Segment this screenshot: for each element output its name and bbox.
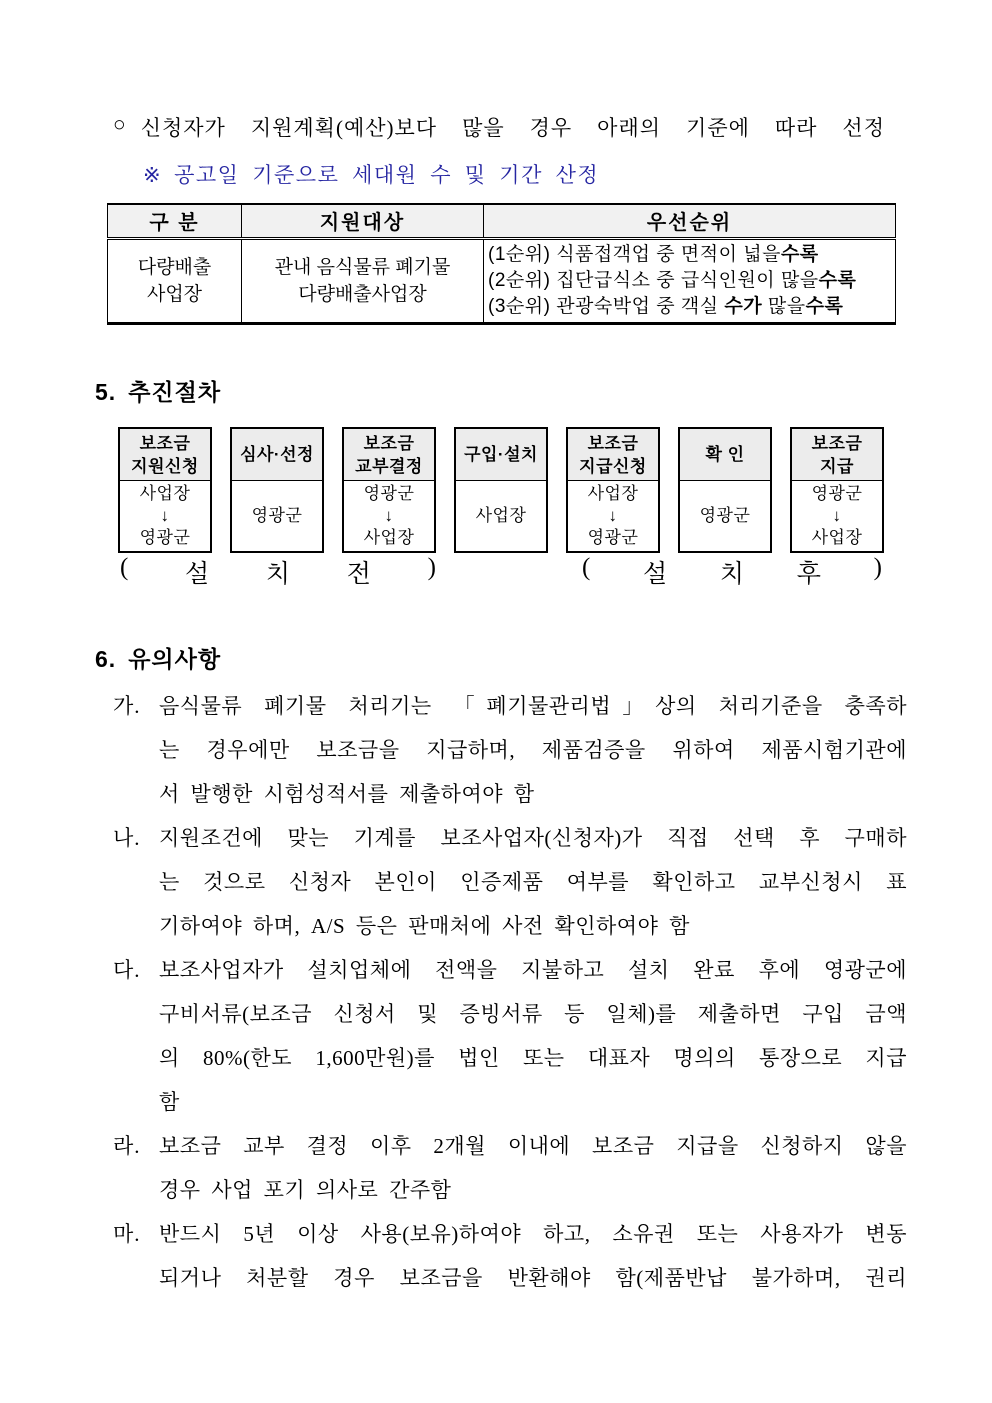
flow-step-title-line: 구입·설치 xyxy=(464,445,538,464)
note-text-line: 함 xyxy=(159,1090,180,1114)
section-5-title xyxy=(95,374,221,407)
note-text-line: 는 것으로 신청자 본인이 인증제품 여부를 확인하고 교부신청시 표 xyxy=(159,870,907,894)
note-text: 공고일 기준으로 세대원 수 및 기간 산정 xyxy=(174,163,600,187)
flow-step-box xyxy=(790,427,884,553)
note-item-lines xyxy=(159,948,907,1124)
priority-segment: (2순위) 집단급식소 중 급식인원이 많을 xyxy=(488,269,819,291)
flow-step-actor xyxy=(120,481,210,551)
note-item-lines xyxy=(159,1124,907,1212)
note-text-line: 서 발행한 시험성적서를 제출하여야 함 xyxy=(159,782,535,806)
flow-step-box xyxy=(230,427,324,553)
priority-segment: 수록 xyxy=(818,269,857,291)
flow-step-title xyxy=(232,429,322,481)
down-arrow-icon: ↓ xyxy=(384,506,394,525)
note-text-line: 반드시 5년 이상 사용(보유)하여야 하고, 소유권 또는 사용자가 변동 xyxy=(159,1222,907,1246)
flow-step-title xyxy=(680,429,770,481)
category-cell xyxy=(108,238,242,323)
section-6-label: 유의사항 xyxy=(128,646,222,672)
flow-actor-line: 영광군 xyxy=(251,506,303,525)
priority-segment: 수록 xyxy=(805,295,844,317)
flow-step-actor xyxy=(792,481,882,551)
flow-actor-line: 영광군 xyxy=(139,528,191,547)
flow-step-title xyxy=(344,429,434,481)
phase-before-char: ( xyxy=(120,554,129,581)
note-text-line: 되거나 처분할 경우 보조금을 반환해야 함(제품반납 불가하며, 권리 xyxy=(159,1266,907,1290)
note-item-label: 가. xyxy=(113,694,141,718)
flow-step-actor xyxy=(456,481,546,551)
target-line: 다량배출사업장 xyxy=(298,283,427,305)
note-text-line: 의 80%(한도 1,600만원)를 법인 또는 대표자 명의의 통장으로 지급 xyxy=(159,1046,907,1070)
priority-line xyxy=(488,294,893,320)
note-text-line: 경우 사업 포기 의사로 간주함 xyxy=(159,1178,452,1202)
flow-actor-line: 사업장 xyxy=(139,484,191,503)
note-item-lines xyxy=(159,1212,907,1300)
phase-before-char: 전 xyxy=(346,561,371,588)
priority-table xyxy=(107,203,896,325)
flow-step-title xyxy=(120,429,210,481)
intro-line xyxy=(113,112,885,142)
note-item xyxy=(113,684,907,816)
note-text-line: 는 경우에만 보조금을 지급하며, 제품검증을 위하여 제품시험기관에 xyxy=(159,738,907,762)
table-header-row xyxy=(108,204,896,238)
note-item xyxy=(113,1212,907,1300)
table-row xyxy=(108,238,896,323)
flow-step-title-line: 확 인 xyxy=(705,445,745,464)
flow-step-box xyxy=(454,427,548,553)
flow-step-title xyxy=(792,429,882,481)
column-header-priority: 우선순위 xyxy=(484,204,896,238)
note-line xyxy=(143,159,599,189)
target-cell xyxy=(242,238,484,323)
note-text-line: 구비서류(보조금 신청서 및 증빙서류 등 일체)를 제출하면 구입 금액 xyxy=(159,1002,907,1026)
flow-step-actor xyxy=(680,481,770,551)
notes-list xyxy=(113,684,907,1300)
phase-after-char: 후 xyxy=(796,561,821,588)
priority-line xyxy=(488,242,893,268)
flow-step-box xyxy=(566,427,660,553)
down-arrow-icon: ↓ xyxy=(832,506,842,525)
flow-actor-line: 사업장 xyxy=(587,484,639,503)
phase-before-char: ) xyxy=(427,554,436,581)
phase-after-char: 설 xyxy=(643,561,668,588)
flow-actor-line: 사업장 xyxy=(811,528,863,547)
phase-after-char: ( xyxy=(582,554,591,581)
phase-after-char: ) xyxy=(873,554,882,581)
note-item-label: 다. xyxy=(113,958,141,982)
section-5-label: 추진절차 xyxy=(128,379,222,405)
note-item-lines xyxy=(159,816,907,948)
priority-segment: 수록 xyxy=(780,243,819,265)
note-item-label: 나. xyxy=(113,826,141,850)
circle-bullet-icon: ○ xyxy=(113,112,127,136)
phase-after-char: 치 xyxy=(719,561,745,588)
note-item-lines xyxy=(159,684,907,816)
note-item xyxy=(113,948,907,1124)
section-6-number: 6. xyxy=(95,646,117,672)
phase-before-char: 설 xyxy=(185,561,210,588)
priority-segment: 수가 xyxy=(724,295,763,317)
down-arrow-icon: ↓ xyxy=(608,506,618,525)
priority-line xyxy=(488,268,893,294)
category-line: 다량배출 xyxy=(137,256,212,278)
flow-actor-line: 영광군 xyxy=(811,484,863,503)
note-item-label: 마. xyxy=(113,1222,141,1246)
flow-step-title-line: 교부결정 xyxy=(355,456,423,476)
note-text-line: 지원조건에 맞는 기계를 보조사업자(신청자)가 직접 선택 후 구매하 xyxy=(159,826,907,850)
flow-step-box xyxy=(678,427,772,553)
phase-before-char: 치 xyxy=(265,561,291,588)
flow-step-actor xyxy=(232,481,322,551)
column-header-category: 구 분 xyxy=(108,204,242,238)
intro-text: 신청자가 지원계획(예산)보다 많을 경우 아래의 기준에 따라 선정 xyxy=(140,116,885,140)
phase-label-before-install xyxy=(120,554,436,590)
flow-step-box xyxy=(118,427,212,553)
category-line: 사업장 xyxy=(146,283,203,305)
note-text-line: 보조사업자가 설치업체에 전액을 지불하고 설치 완료 후에 영광군에 xyxy=(159,958,907,982)
procedure-flowchart xyxy=(118,427,884,553)
note-item-label: 라. xyxy=(113,1134,141,1158)
phase-label-after-install xyxy=(582,554,882,590)
flow-step-title-line: 보조금 xyxy=(811,433,863,453)
note-item xyxy=(113,1124,907,1212)
column-header-target: 지원대상 xyxy=(242,204,484,238)
priority-cell xyxy=(484,238,896,323)
flow-actor-line: 영광군 xyxy=(699,506,751,525)
priority-segment: 많을 xyxy=(762,295,806,317)
flow-step-actor xyxy=(344,481,434,551)
flow-actor-line: 사업장 xyxy=(475,506,527,525)
flow-step-title-line: 심사·선정 xyxy=(240,445,314,464)
note-item xyxy=(113,816,907,948)
flow-step-title-line: 보조금 xyxy=(587,433,639,453)
flow-actor-line: 영광군 xyxy=(363,484,415,503)
flow-step-actor xyxy=(568,481,658,551)
flow-step-title-line: 지급신청 xyxy=(579,456,647,476)
section-5-number: 5. xyxy=(95,379,117,405)
reference-mark-icon: ※ xyxy=(143,163,163,187)
priority-segment: (3순위) 관광숙박업 중 객실 xyxy=(488,295,725,317)
flow-step-box xyxy=(342,427,436,553)
flow-actor-line: 사업장 xyxy=(363,528,415,547)
note-text-line: 음식물류 폐기물 처리기는 「폐기물관리법」상의 처리기준을 충족하 xyxy=(159,694,907,718)
flow-step-title xyxy=(456,429,546,481)
flow-step-title-line: 보조금 xyxy=(139,433,191,453)
section-6-title xyxy=(95,641,221,674)
flow-step-title xyxy=(568,429,658,481)
note-text-line: 보조금 교부 결정 이후 2개월 이내에 보조금 지급을 신청하지 않을 xyxy=(159,1134,907,1158)
flow-step-title-line: 지원신청 xyxy=(131,456,199,476)
down-arrow-icon: ↓ xyxy=(160,506,170,525)
priority-segment: (1순위) 식품접객업 중 면적이 넓을 xyxy=(488,243,781,265)
flow-step-title-line: 보조금 xyxy=(363,433,415,453)
target-line: 관내 음식물류 폐기물 xyxy=(274,256,451,278)
flow-actor-line: 영광군 xyxy=(587,528,639,547)
flow-step-title-line: 지급 xyxy=(820,456,854,476)
note-text-line: 기하여야 하며, A/S 등은 판매처에 사전 확인하여야 함 xyxy=(159,914,690,938)
